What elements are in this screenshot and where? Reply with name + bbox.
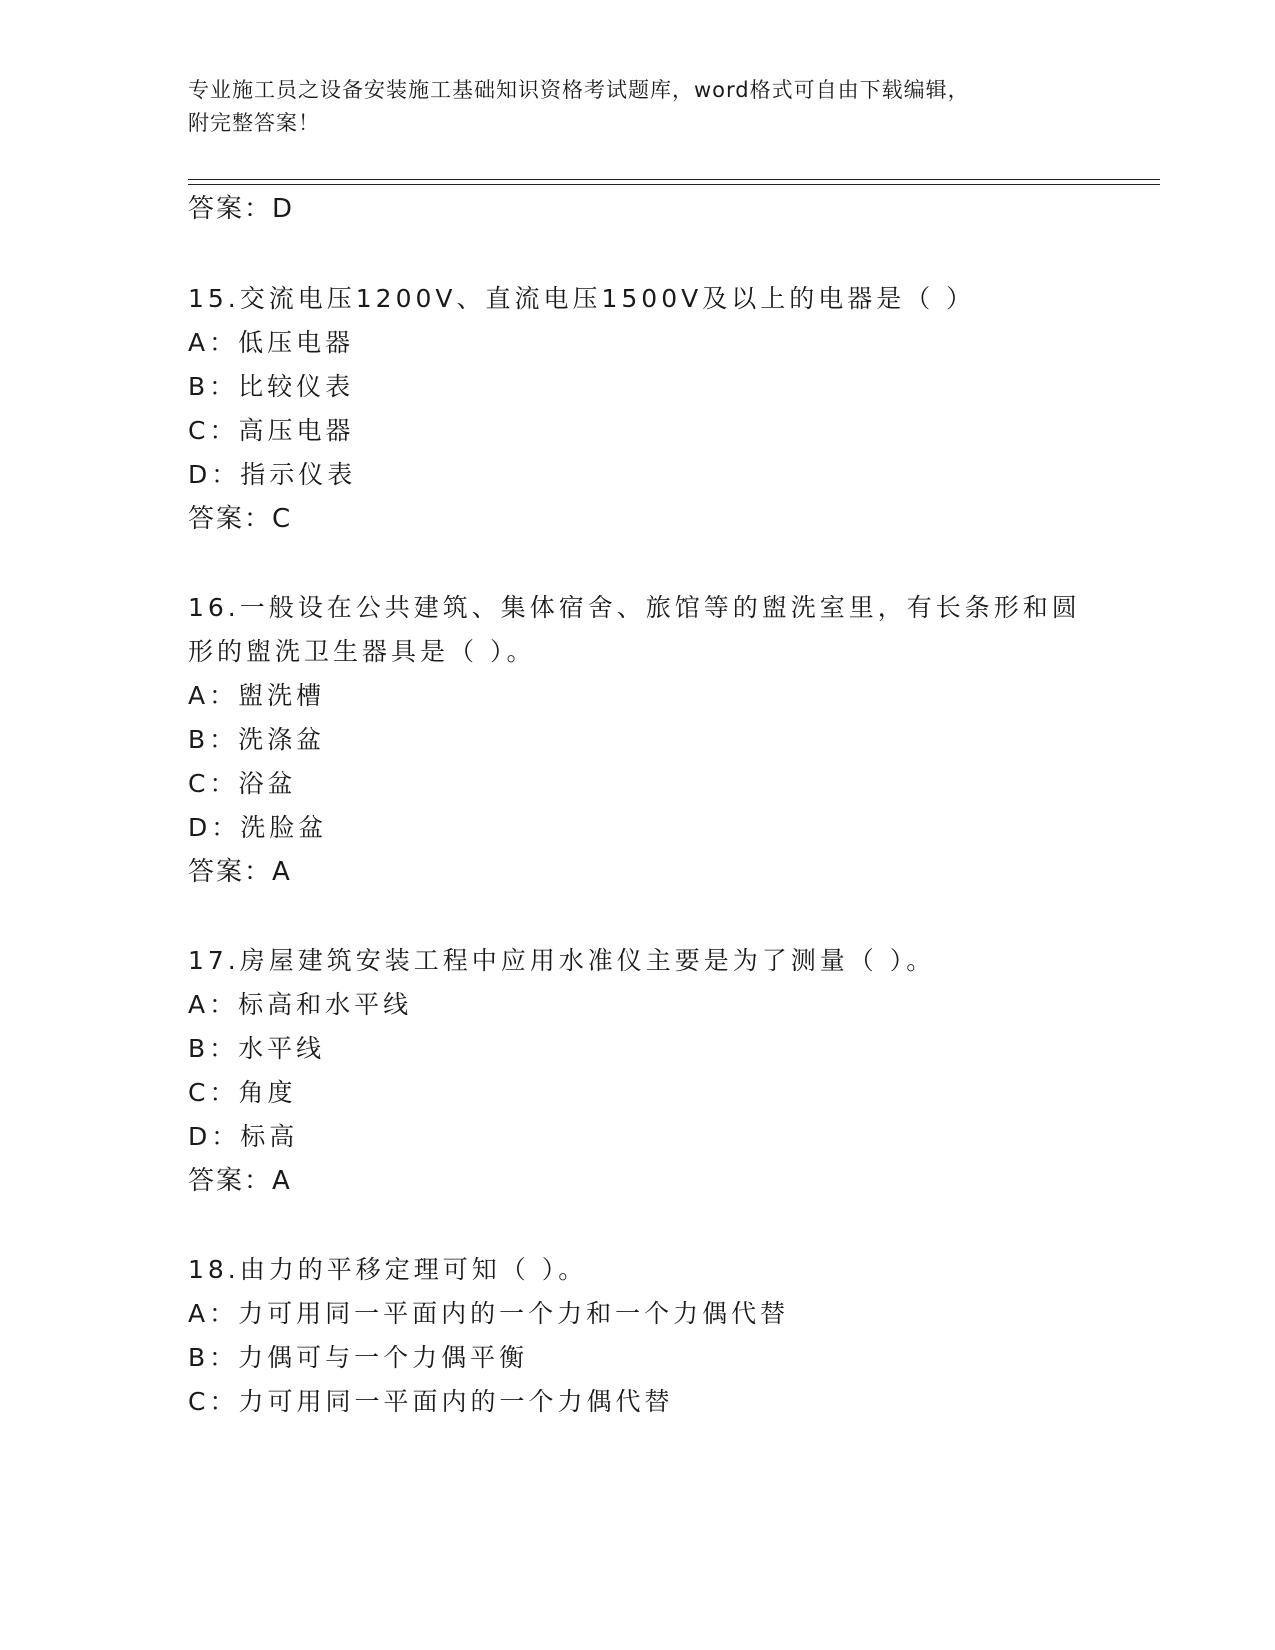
question-18-option-c: C：力可用同一平面内的一个力偶代替: [188, 1387, 674, 1416]
question-16-stem-line-1: 16.一般设在公共建筑、集体宿舍、旅馆等的盥洗室里，有长条形和圆: [188, 593, 1081, 622]
question-18-option-b: B：力偶可与一个力偶平衡: [188, 1343, 529, 1372]
header-line-2: 附完整答案！: [188, 111, 320, 135]
question-17-option-c: C：角度: [188, 1078, 297, 1107]
question-16-option-a: A：盥洗槽: [188, 681, 326, 710]
previous-answer: 答案：D: [188, 194, 295, 224]
question-16-option-b: B：洗涤盆: [188, 725, 326, 754]
question-16-option-c: C：浴盆: [188, 769, 297, 798]
question-15-option-a: A：低压电器: [188, 328, 355, 357]
question-15-option-c: C：高压电器: [188, 416, 355, 445]
question-15-option-b: B：比较仪表: [188, 372, 355, 401]
header-rule-bottom: [188, 184, 1160, 185]
question-17-stem: 17.房屋建筑安装工程中应用水准仪主要是为了测量（ ）。: [188, 946, 936, 975]
question-18-stem: 18.由力的平移定理可知（ ）。: [188, 1255, 588, 1284]
question-17-option-d: D：标高: [188, 1122, 299, 1151]
question-18-option-a: A：力可用同一平面内的一个力和一个力偶代替: [188, 1299, 790, 1328]
header-line-1: 专业施工员之设备安装施工基础知识资格考试题库，word格式可自由下载编辑，: [188, 78, 970, 102]
question-16-answer: 答案：A: [188, 857, 292, 887]
question-16-stem-line-2: 形的盥洗卫生器具是（ ）。: [188, 637, 536, 666]
question-17-option-a: A：标高和水平线: [188, 990, 413, 1019]
question-17-option-b: B：水平线: [188, 1034, 326, 1063]
question-15-stem: 15.交流电压1200V、直流电压1500V及以上的电器是（ ）: [188, 284, 976, 313]
question-15-option-d: D：指示仪表: [188, 460, 357, 489]
question-17-answer: 答案：A: [188, 1166, 292, 1196]
header-rule-top: [188, 179, 1160, 180]
page-header: [188, 74, 1068, 140]
question-15-answer: 答案：C: [188, 504, 293, 534]
question-16-option-d: D：洗脸盆: [188, 813, 328, 842]
